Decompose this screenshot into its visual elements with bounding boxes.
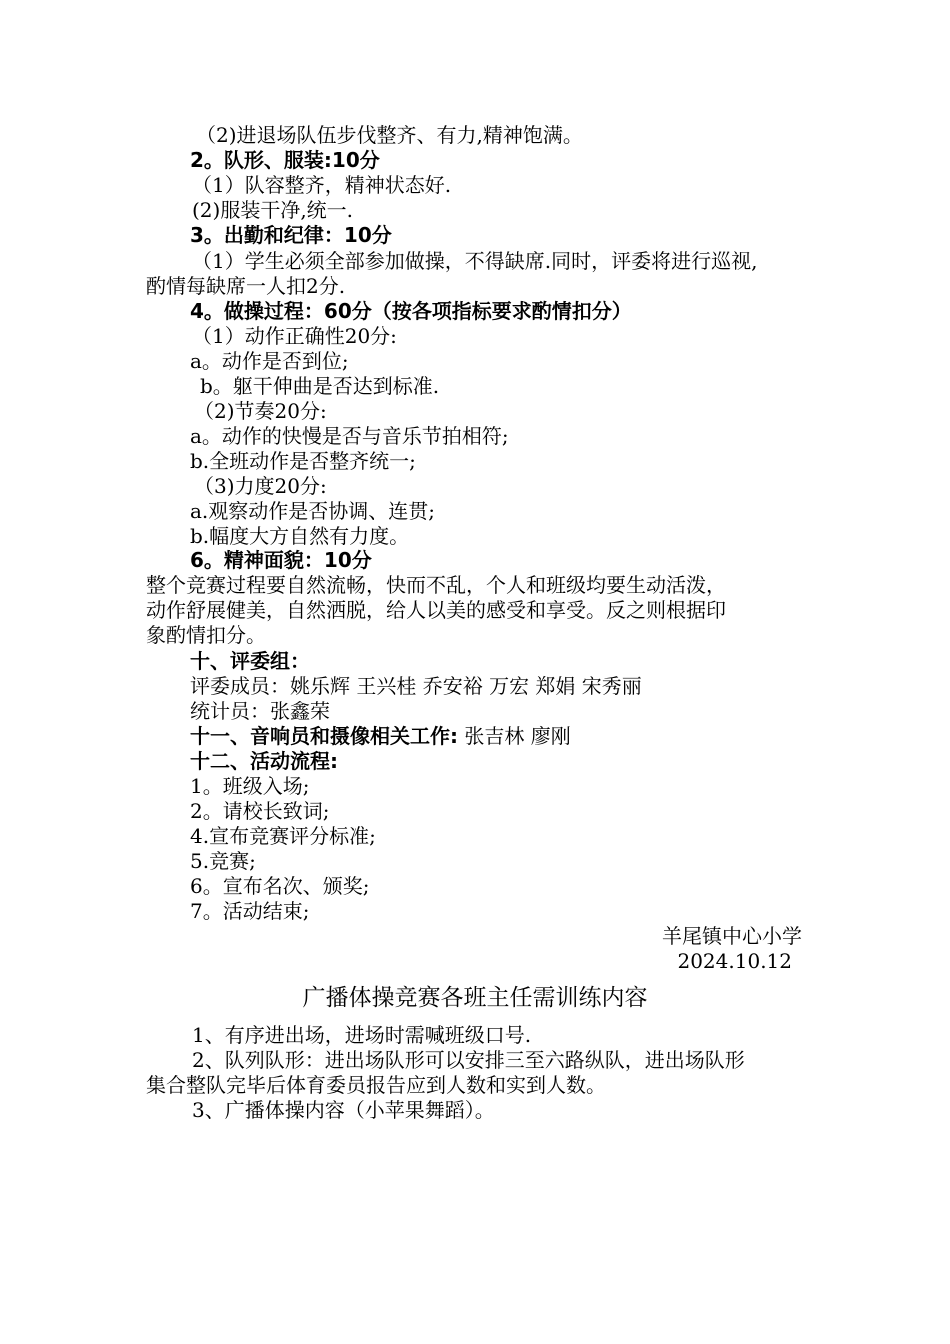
process-step: 7。活动结束;: [190, 899, 310, 923]
rule-item-text: （3)力度20分:: [194, 474, 327, 498]
section-title: 广播体操竞赛各班主任需训练内容: [302, 985, 648, 1011]
rule-item-text: （2)节奏20分:: [194, 399, 327, 423]
rule-item-text: a.观察动作是否协调、连贯;: [190, 499, 436, 523]
rule-item-text: 酌情每缺席一人扣2分.: [146, 274, 346, 298]
rule-item-text: a。动作是否到位;: [190, 349, 349, 373]
signature-date: 2024.10.12: [677, 949, 792, 973]
process-step: 1。班级入场;: [190, 774, 310, 798]
training-item: 2、队列队形：进出场队形可以安排三至六路纵队，进出场队形: [192, 1048, 745, 1072]
rule-item-text: （1）队容整齐，精神状态好.: [192, 173, 452, 197]
judges-list: 评委成员：姚乐辉 王兴桂 乔安裕 万宏 郑娟 宋秀丽: [190, 674, 642, 698]
section-heading: 2。队形、服装:10分: [190, 148, 380, 172]
rule-item-text: b。躯干伸曲是否达到标准.: [200, 374, 440, 398]
signature-organization: 羊尾镇中心小学: [662, 924, 802, 948]
process-step: 5.竞赛;: [190, 849, 256, 873]
process-step: 4.宣布竞赛评分标准;: [190, 824, 376, 848]
paragraph-text: 象酌情扣分。: [146, 623, 266, 647]
process-step: 6。宣布名次、颁奖;: [190, 874, 370, 898]
section-heading: 6。精神面貌：10分: [190, 548, 372, 572]
section-heading: 十、评委组：: [190, 649, 310, 673]
rule-item-text: （1）学生必须全部参加做操，不得缺席.同时，评委将进行巡视,: [192, 249, 758, 273]
rule-item-text: b.幅度大方自然有力度。: [190, 524, 410, 548]
rule-item-text: b.全班动作是否整齐统一;: [190, 449, 416, 473]
section-heading: 十一、音响员和摄像相关工作:: [190, 724, 458, 748]
process-step: 2。请校长致词;: [190, 799, 330, 823]
rule-item-text: a。动作的快慢是否与音乐节拍相符;: [190, 424, 509, 448]
rule-item-text: （1）动作正确性20分:: [192, 324, 397, 348]
training-item: 集合整队完毕后体育委员报告应到人数和实到人数。: [146, 1073, 606, 1097]
section-heading: 4。做操过程：60分（按各项指标要求酌情扣分）: [190, 299, 632, 323]
paragraph-text: 动作舒展健美，自然洒脱，给人以美的感受和享受。反之则根据印: [146, 598, 726, 622]
statistician-text: 统计员：张鑫荣: [190, 699, 330, 723]
rule-item-text: （2)进退场队伍步伐整齐、有力,精神饱满。: [196, 123, 583, 147]
staff-names: 张吉林 廖刚: [458, 724, 571, 748]
audio-video-line: [190, 724, 860, 749]
rule-item-text: (2)服装干净,统一.: [192, 198, 354, 222]
training-item: 3、广播体操内容（小苹果舞蹈）。: [192, 1098, 495, 1122]
section-heading: 3。出勤和纪律：10分: [190, 223, 392, 247]
training-item: 1、有序进出场，进场时需喊班级口号.: [192, 1023, 532, 1047]
paragraph-text: 整个竞赛过程要自然流畅，快而不乱，个人和班级均要生动活泼，: [146, 573, 726, 597]
section-heading: 十二、活动流程:: [190, 749, 338, 773]
